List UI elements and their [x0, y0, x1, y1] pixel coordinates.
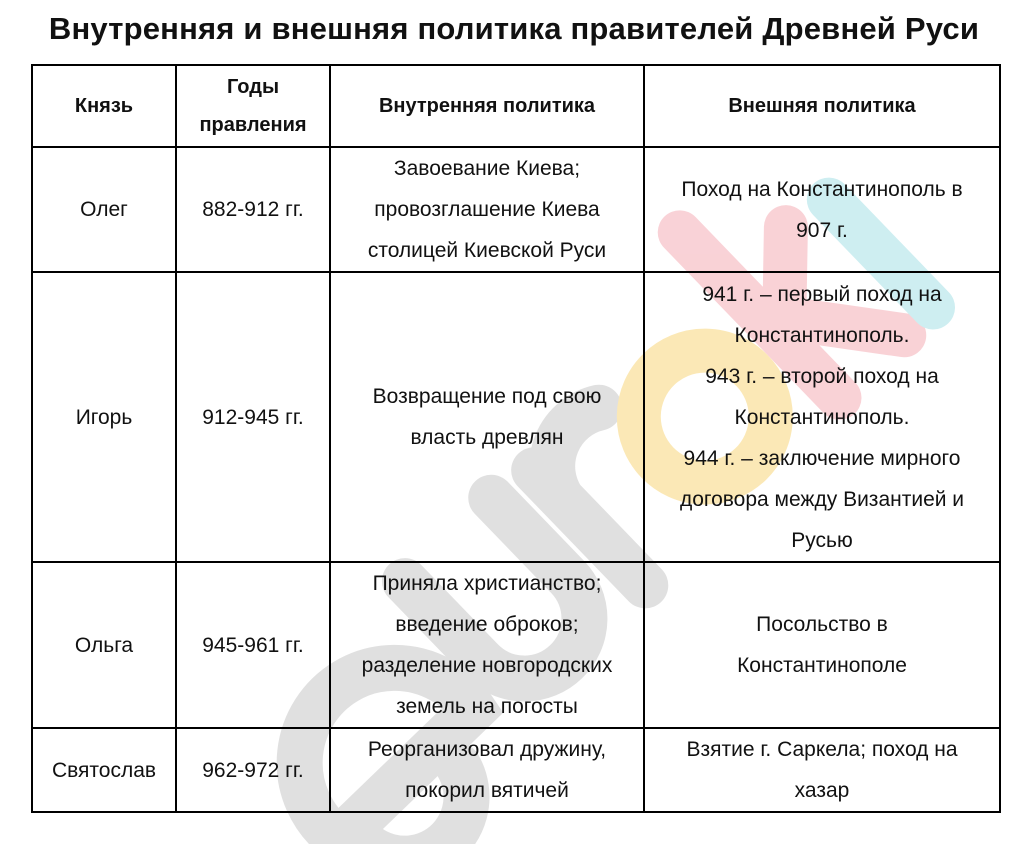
cell-line: разделение новгородских	[361, 654, 613, 677]
table-row	[32, 728, 1000, 812]
cell-external	[644, 272, 1000, 562]
cell-line: Приняла христианство;	[372, 572, 602, 595]
cell-line: покорил вятичей	[405, 779, 569, 802]
cell-line: столицей Киевской Руси	[367, 239, 607, 262]
header-external: Внешняя политика	[644, 65, 1000, 147]
cell-line: хазар	[794, 779, 850, 802]
cell-years: 912-945 гг.	[176, 272, 330, 562]
table-row	[32, 272, 1000, 562]
cell-line: провозглашение Киева	[374, 198, 600, 221]
cell-years: 882-912 гг.	[176, 147, 330, 272]
cell-internal	[330, 147, 644, 272]
cell-prince: Игорь	[32, 272, 176, 562]
header-years	[176, 65, 330, 147]
cell-line: власть древлян	[410, 426, 564, 449]
table-row	[32, 562, 1000, 728]
cell-line: договора между Византией и	[679, 487, 965, 511]
cell-line: 941 г. – первый поход на	[702, 282, 942, 306]
cell-external	[644, 147, 1000, 272]
cell-external	[644, 562, 1000, 728]
cell-line: 907 г.	[796, 218, 848, 242]
cell-line: Возвращение под свою	[372, 385, 602, 408]
cell-line: Поход на Константинополь в	[681, 177, 963, 201]
cell-internal	[330, 272, 644, 562]
cell-line: Взятие г. Саркела; поход на	[686, 738, 958, 761]
table-row	[32, 147, 1000, 272]
cell-internal	[330, 728, 644, 812]
cell-line: 943 г. – второй поход на	[705, 364, 939, 388]
header-years-line1: Годы	[226, 76, 280, 98]
cell-line: Русью	[791, 528, 853, 552]
cell-line: 944 г. – заключение мирного	[683, 446, 961, 470]
cell-external	[644, 728, 1000, 812]
cell-years: 945-961 гг.	[176, 562, 330, 728]
cell-prince: Ольга	[32, 562, 176, 728]
cell-prince: Святослав	[32, 728, 176, 812]
cell-years: 962-972 гг.	[176, 728, 330, 812]
header-internal: Внутренняя политика	[330, 65, 644, 147]
rulers-table	[31, 64, 1001, 813]
cell-line: введение оброков;	[395, 613, 579, 636]
cell-line: Константинополе	[737, 654, 907, 677]
page-title: Внутренняя и внешняя политика правителей Древней Руси	[48, 11, 980, 46]
cell-line: Константинополь.	[734, 405, 910, 429]
header-prince: Князь	[32, 65, 176, 147]
cell-line: земель на погосты	[396, 695, 578, 718]
cell-line: Посольство в	[756, 613, 888, 636]
cell-line: Константинополь.	[734, 323, 910, 347]
cell-prince: Олег	[32, 147, 176, 272]
cell-line: Реорганизовал дружину,	[367, 738, 607, 761]
table-header-row	[32, 65, 1000, 147]
cell-line: Завоевание Киева;	[393, 157, 581, 180]
cell-internal	[330, 562, 644, 728]
header-years-line2: правления	[199, 114, 307, 136]
